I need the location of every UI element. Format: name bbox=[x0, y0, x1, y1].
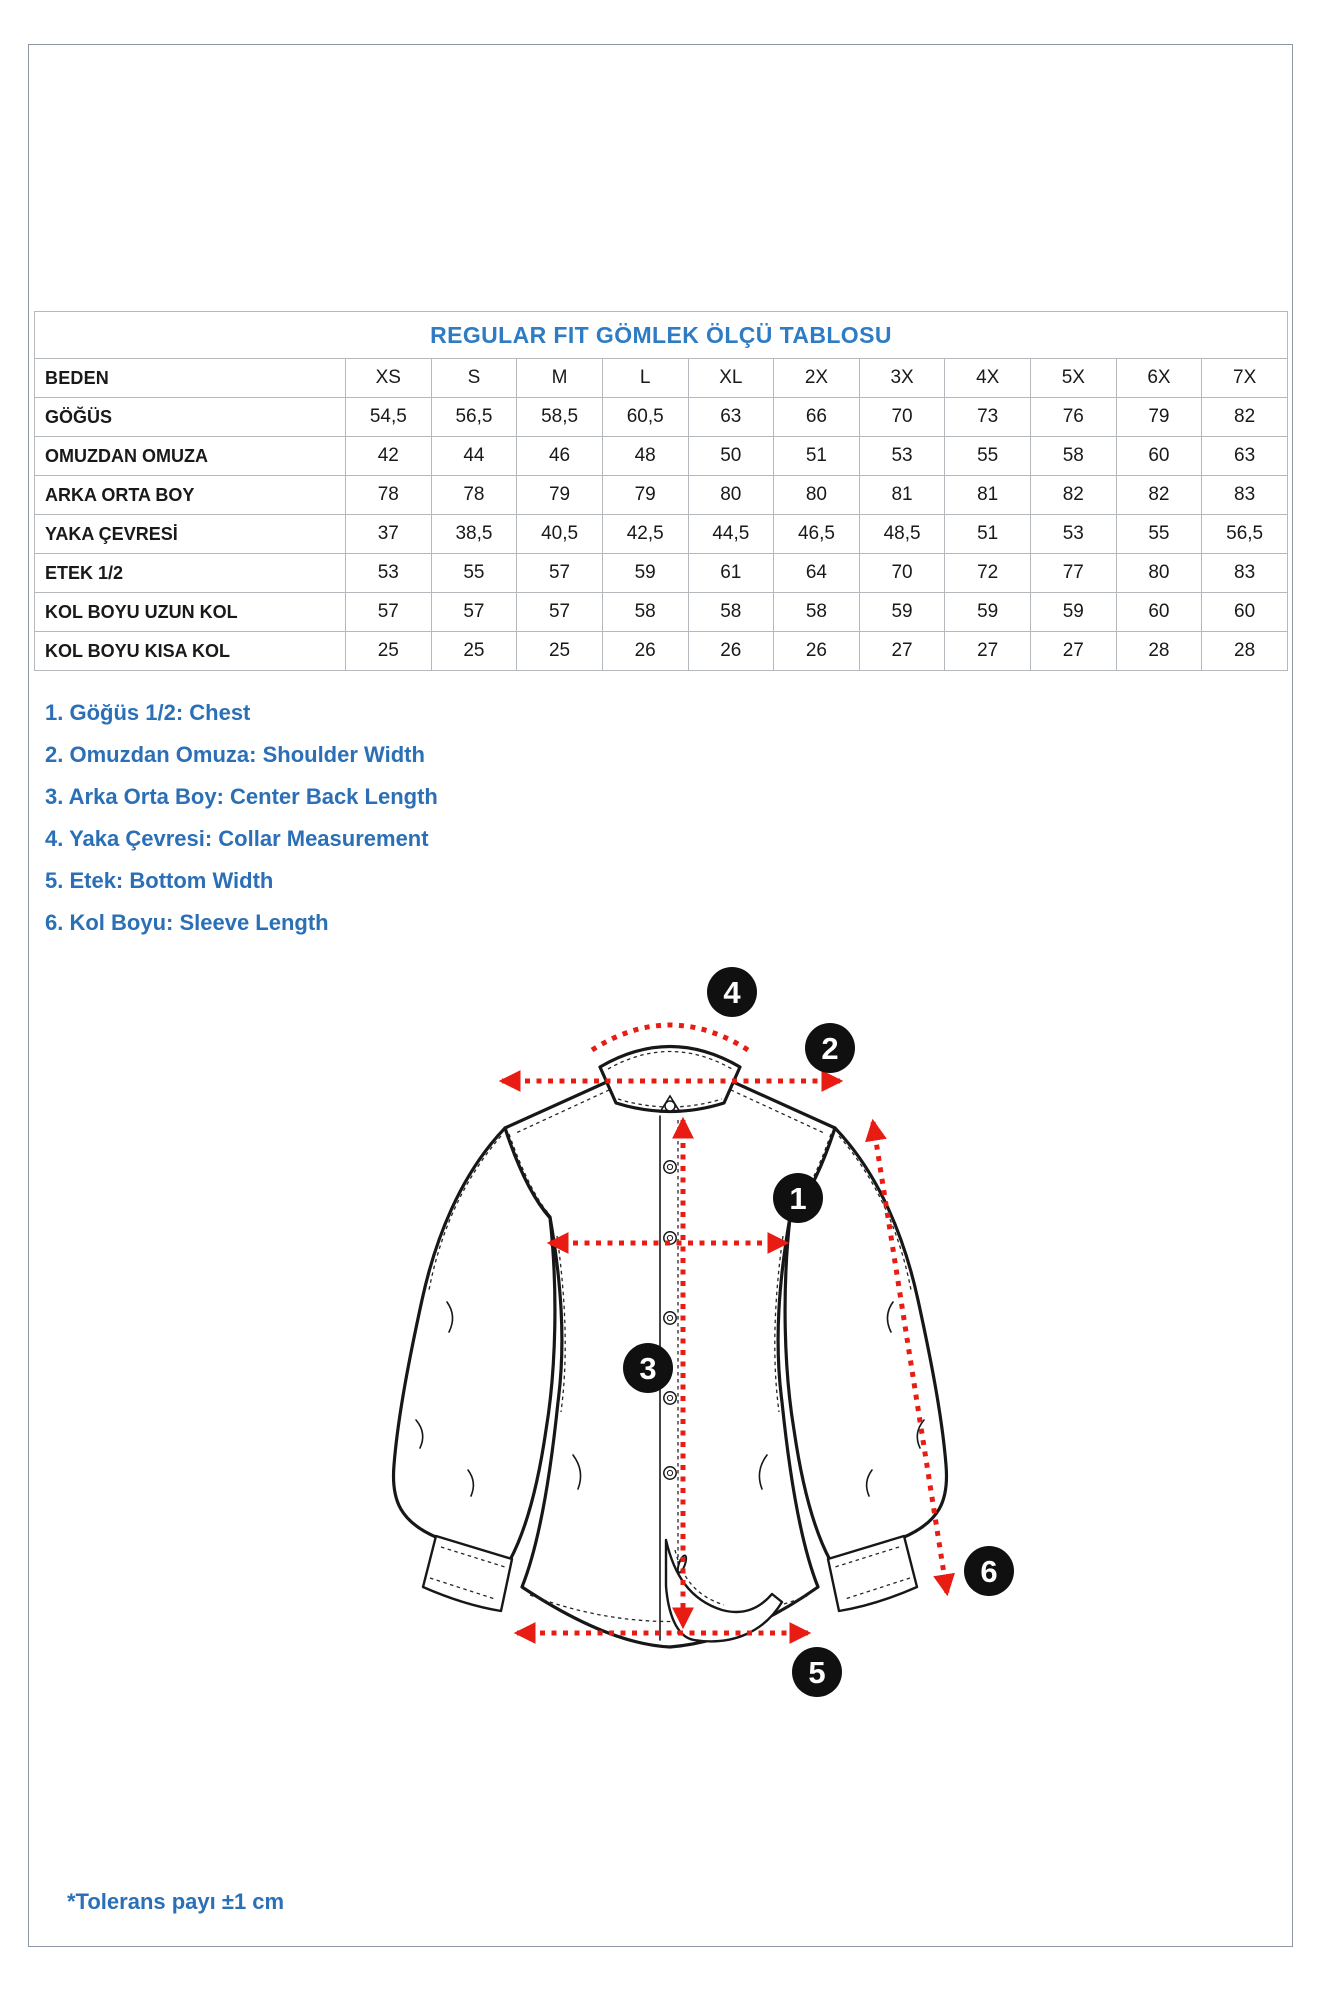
value-cell: 55 bbox=[945, 437, 1031, 476]
badge-chest-number: 1 bbox=[789, 1181, 807, 1216]
value-cell: 56,5 bbox=[1202, 515, 1288, 554]
value-cell: 79 bbox=[602, 476, 688, 515]
value-cell: 59 bbox=[602, 554, 688, 593]
badge-hem-number: 5 bbox=[808, 1655, 826, 1690]
size-header-cell: 4X bbox=[945, 359, 1031, 398]
badge-hem bbox=[792, 1647, 842, 1697]
value-cell: 53 bbox=[346, 554, 432, 593]
table-title: REGULAR FIT GÖMLEK ÖLÇÜ TABLOSU bbox=[35, 312, 1288, 359]
size-header-cell: 2X bbox=[774, 359, 860, 398]
value-cell: 25 bbox=[431, 632, 517, 671]
size-header-cell: 6X bbox=[1116, 359, 1202, 398]
value-cell: 51 bbox=[945, 515, 1031, 554]
row-label-cell: ETEK 1/2 bbox=[35, 554, 346, 593]
value-cell: 81 bbox=[945, 476, 1031, 515]
value-cell: 53 bbox=[1031, 515, 1117, 554]
badge-back bbox=[623, 1343, 673, 1393]
size-chart-table bbox=[34, 311, 1288, 671]
value-cell: 56,5 bbox=[431, 398, 517, 437]
value-cell: 63 bbox=[1202, 437, 1288, 476]
value-cell: 61 bbox=[688, 554, 774, 593]
value-cell: 28 bbox=[1116, 632, 1202, 671]
value-cell: 60 bbox=[1116, 593, 1202, 632]
legend-item-chest: 1. Göğüs 1/2: Chest bbox=[45, 700, 251, 725]
value-cell: 63 bbox=[688, 398, 774, 437]
value-cell: 83 bbox=[1202, 554, 1288, 593]
legend-item-shoulder: 2. Omuzdan Omuza: Shoulder Width bbox=[45, 742, 425, 767]
table-title-row bbox=[35, 312, 1288, 359]
value-cell: 80 bbox=[1116, 554, 1202, 593]
size-header-cell: 7X bbox=[1202, 359, 1288, 398]
value-cell: 81 bbox=[859, 476, 945, 515]
value-cell: 26 bbox=[688, 632, 774, 671]
value-cell: 60 bbox=[1116, 437, 1202, 476]
value-cell: 38,5 bbox=[431, 515, 517, 554]
table-header-row bbox=[35, 359, 1288, 398]
value-cell: 44 bbox=[431, 437, 517, 476]
value-cell: 48,5 bbox=[859, 515, 945, 554]
value-cell: 73 bbox=[945, 398, 1031, 437]
value-cell: 78 bbox=[431, 476, 517, 515]
size-header-cell: S bbox=[431, 359, 517, 398]
left-sleeve bbox=[393, 1128, 554, 1560]
value-cell: 46,5 bbox=[774, 515, 860, 554]
value-cell: 25 bbox=[517, 632, 603, 671]
value-cell: 58,5 bbox=[517, 398, 603, 437]
value-cell: 57 bbox=[517, 593, 603, 632]
value-cell: 26 bbox=[602, 632, 688, 671]
value-cell: 40,5 bbox=[517, 515, 603, 554]
value-cell: 25 bbox=[346, 632, 432, 671]
row-label-cell: GÖĞÜS bbox=[35, 398, 346, 437]
value-cell: 55 bbox=[1116, 515, 1202, 554]
value-cell: 27 bbox=[859, 632, 945, 671]
legend-item-back-length: 3. Arka Orta Boy: Center Back Length bbox=[45, 784, 438, 809]
badge-collar bbox=[707, 967, 757, 1017]
table-row bbox=[35, 515, 1288, 554]
value-cell: 66 bbox=[774, 398, 860, 437]
value-cell: 58 bbox=[1031, 437, 1117, 476]
value-cell: 76 bbox=[1031, 398, 1117, 437]
size-header-cell: 5X bbox=[1031, 359, 1117, 398]
value-cell: 57 bbox=[517, 554, 603, 593]
legend-item-collar: 4. Yaka Çevresi: Collar Measurement bbox=[45, 826, 429, 851]
value-cell: 82 bbox=[1202, 398, 1288, 437]
value-cell: 82 bbox=[1031, 476, 1117, 515]
shirt-measurement-diagram bbox=[330, 950, 1030, 1710]
value-cell: 53 bbox=[859, 437, 945, 476]
size-header-cell: M bbox=[517, 359, 603, 398]
size-header-cell: XS bbox=[346, 359, 432, 398]
row-label-cell: YAKA ÇEVRESİ bbox=[35, 515, 346, 554]
value-cell: 57 bbox=[431, 593, 517, 632]
table-row bbox=[35, 476, 1288, 515]
badge-sleeve bbox=[964, 1546, 1014, 1596]
value-cell: 37 bbox=[346, 515, 432, 554]
value-cell: 80 bbox=[688, 476, 774, 515]
value-cell: 64 bbox=[774, 554, 860, 593]
value-cell: 83 bbox=[1202, 476, 1288, 515]
value-cell: 57 bbox=[346, 593, 432, 632]
value-cell: 26 bbox=[774, 632, 860, 671]
value-cell: 58 bbox=[602, 593, 688, 632]
value-cell: 70 bbox=[859, 398, 945, 437]
table-row bbox=[35, 398, 1288, 437]
value-cell: 80 bbox=[774, 476, 860, 515]
row-label-cell: OMUZDAN OMUZA bbox=[35, 437, 346, 476]
measurement-legend bbox=[45, 698, 438, 950]
value-cell: 59 bbox=[1031, 593, 1117, 632]
legend-item-sleeve: 6. Kol Boyu: Sleeve Length bbox=[45, 910, 329, 935]
value-cell: 79 bbox=[517, 476, 603, 515]
table-row bbox=[35, 593, 1288, 632]
value-cell: 42 bbox=[346, 437, 432, 476]
badge-collar-number: 4 bbox=[723, 975, 741, 1010]
value-cell: 28 bbox=[1202, 632, 1288, 671]
value-cell: 48 bbox=[602, 437, 688, 476]
size-header-cell: L bbox=[602, 359, 688, 398]
value-cell: 27 bbox=[1031, 632, 1117, 671]
value-cell: 55 bbox=[431, 554, 517, 593]
badge-shoulder-number: 2 bbox=[821, 1031, 839, 1066]
value-cell: 27 bbox=[945, 632, 1031, 671]
badge-shoulder bbox=[805, 1023, 855, 1073]
value-cell: 44,5 bbox=[688, 515, 774, 554]
badge-chest bbox=[773, 1173, 823, 1223]
table-row bbox=[35, 632, 1288, 671]
value-cell: 60,5 bbox=[602, 398, 688, 437]
legend-item-bottom-width: 5. Etek: Bottom Width bbox=[45, 868, 274, 893]
value-cell: 78 bbox=[346, 476, 432, 515]
value-cell: 82 bbox=[1116, 476, 1202, 515]
measurement-column-header: BEDEN bbox=[35, 359, 346, 398]
value-cell: 79 bbox=[1116, 398, 1202, 437]
value-cell: 58 bbox=[688, 593, 774, 632]
table-row bbox=[35, 437, 1288, 476]
value-cell: 54,5 bbox=[346, 398, 432, 437]
value-cell: 72 bbox=[945, 554, 1031, 593]
value-cell: 58 bbox=[774, 593, 860, 632]
badge-back-number: 3 bbox=[639, 1351, 657, 1386]
value-cell: 42,5 bbox=[602, 515, 688, 554]
value-cell: 59 bbox=[859, 593, 945, 632]
row-label-cell: ARKA ORTA BOY bbox=[35, 476, 346, 515]
value-cell: 46 bbox=[517, 437, 603, 476]
value-cell: 59 bbox=[945, 593, 1031, 632]
table-row bbox=[35, 554, 1288, 593]
value-cell: 70 bbox=[859, 554, 945, 593]
value-cell: 60 bbox=[1202, 593, 1288, 632]
size-header-cell: 3X bbox=[859, 359, 945, 398]
value-cell: 50 bbox=[688, 437, 774, 476]
value-cell: 77 bbox=[1031, 554, 1117, 593]
shirt-drawing bbox=[393, 1047, 946, 1648]
tolerance-note: *Tolerans payı ±1 cm bbox=[67, 1889, 285, 1914]
size-header-cell: XL bbox=[688, 359, 774, 398]
row-label-cell: KOL BOYU KISA KOL bbox=[35, 632, 346, 671]
row-label-cell: KOL BOYU UZUN KOL bbox=[35, 593, 346, 632]
badge-sleeve-number: 6 bbox=[980, 1554, 998, 1589]
value-cell: 51 bbox=[774, 437, 860, 476]
